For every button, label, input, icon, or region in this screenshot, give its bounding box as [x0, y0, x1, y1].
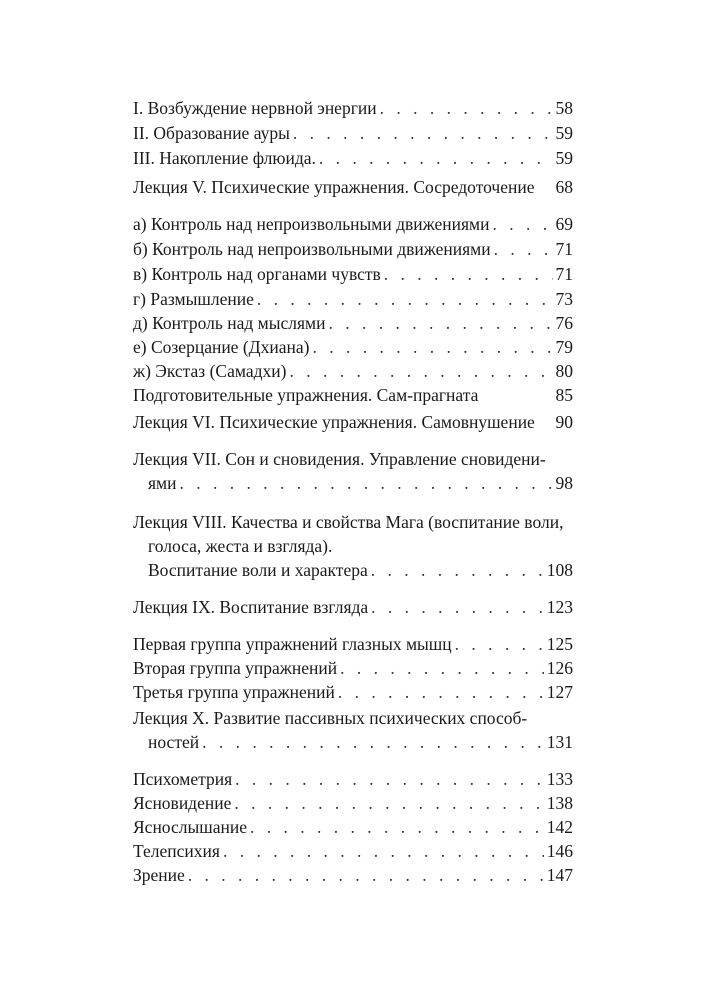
- leader-dots: [235, 768, 544, 790]
- toc-entry: [133, 288, 573, 310]
- toc-entry-title: Первая группа упражнений глазных мышц: [133, 634, 452, 654]
- leader-dots: [328, 312, 552, 334]
- leader-dots: [250, 816, 544, 838]
- toc-entry-page: 125: [546, 634, 573, 654]
- toc-entry: [133, 657, 573, 679]
- toc-entry: [133, 633, 573, 655]
- toc-entry-lecture: [133, 596, 573, 618]
- toc-entry-title: Лекция IX. Воспитание взгляда: [133, 597, 369, 617]
- toc-entry-title: I. Возбуждение нервной энергии: [133, 98, 377, 118]
- leader-dots: [188, 864, 544, 886]
- toc-entry-page: 59: [555, 123, 573, 143]
- toc-entry-title: Вторая группа упражнений: [133, 658, 338, 678]
- toc-entry: [133, 864, 573, 886]
- toc-entry: [133, 263, 573, 285]
- toc-entry-title: Лекция V. Психические упражнения. Сосредоточение: [133, 177, 535, 197]
- leader-dots: [202, 731, 544, 753]
- toc-entry-page: 59: [555, 148, 573, 168]
- toc-entry: [133, 360, 573, 382]
- leader-dots: [234, 792, 543, 814]
- toc-entry-title: е) Созерцание (Дхиана): [133, 337, 310, 357]
- toc-entry: [133, 336, 573, 358]
- toc-entry: [133, 792, 573, 814]
- toc-entry-title: Психометрия: [133, 769, 233, 789]
- toc-entry: [133, 147, 573, 169]
- toc-entry-page: 131: [546, 732, 573, 752]
- toc-entry: [133, 122, 573, 144]
- toc-entry-title: III. Накопление флюида.: [133, 148, 316, 168]
- toc-entry-title: Ясновидение: [133, 793, 232, 813]
- leader-dots: [371, 596, 544, 618]
- leader-dots: [257, 288, 553, 310]
- leader-dots: [312, 336, 552, 358]
- toc-entry-title: г) Размышление: [133, 289, 254, 309]
- toc-entry-page: 79: [555, 337, 573, 357]
- leader-dots: [180, 472, 553, 494]
- leader-dots: [340, 657, 544, 679]
- toc-entry-page: 146: [546, 841, 573, 861]
- toc-entry: [133, 681, 573, 703]
- toc-entry-page: 80: [555, 361, 573, 381]
- toc-entry-title: ж) Экстаз (Самадхи): [133, 361, 287, 381]
- toc-entry-page: 68: [555, 177, 573, 197]
- toc-entry-title: ями: [148, 473, 177, 493]
- toc-entry: [148, 559, 573, 581]
- toc-entry-page: 127: [546, 682, 573, 702]
- leader-dots: [384, 263, 553, 285]
- toc-entry: [133, 768, 573, 790]
- toc-entry: [133, 816, 573, 838]
- toc-entry-title: а) Контроль над непроизвольными движениями: [133, 214, 490, 234]
- leader-dots: [293, 122, 553, 144]
- toc-entry-continuation: [148, 731, 573, 753]
- toc-entry-page: 98: [555, 473, 573, 493]
- toc-entry-title: Яснослышание: [133, 817, 247, 837]
- toc-entry-title: д) Контроль над мыслями: [133, 313, 326, 333]
- toc-entry-page: 123: [546, 597, 573, 617]
- toc-entry-continuation: [148, 472, 573, 494]
- toc-entry-lecture: [133, 176, 573, 198]
- leader-dots: [380, 97, 553, 119]
- toc-entry-page: 73: [555, 289, 573, 309]
- toc-entry-page: 69: [555, 214, 573, 234]
- toc-entry-title: Лекция VI. Психические упражнения. Самовнушение: [133, 412, 535, 432]
- toc-entry-lecture: [133, 411, 573, 433]
- leader-dots: [493, 213, 553, 235]
- leader-dots: [319, 147, 553, 169]
- toc-entry: [133, 312, 573, 334]
- toc-entry-page: 133: [546, 769, 573, 789]
- toc-entry-lecture: Лекция VIII. Качества и свойства Мага (воспитание воли,: [133, 512, 564, 532]
- toc-entry-page: 108: [546, 560, 573, 580]
- toc-entry-title: II. Образование ауры: [133, 123, 290, 143]
- leader-dots: [371, 559, 544, 581]
- leader-dots: [289, 360, 552, 382]
- leader-dots: [494, 238, 553, 260]
- toc-entry-title: ностей: [148, 732, 200, 752]
- toc-entry-page: 142: [546, 817, 573, 837]
- toc-entry-page: 76: [555, 313, 573, 333]
- toc-entry: [133, 238, 573, 260]
- toc-entry: [133, 97, 573, 119]
- leader-dots: [338, 681, 544, 703]
- toc-entry: [133, 840, 573, 862]
- toc-entry-title: б) Контроль над непроизвольными движениями: [133, 239, 491, 259]
- toc-entry-page: 147: [546, 865, 573, 885]
- toc-entry-title: Третья группа упражнений: [133, 682, 335, 702]
- toc-entry-page: 126: [546, 658, 573, 678]
- leader-dots: [455, 633, 544, 655]
- toc-entry-page: 58: [555, 98, 573, 118]
- toc-entry-continuation: голоса, жеста и взгляда).: [148, 536, 333, 556]
- toc-entry: [133, 213, 573, 235]
- toc-entry-title: Подготовительные упражнения. Сам-прагната: [133, 385, 479, 405]
- toc-entry-title: в) Контроль над органами чувств: [133, 264, 381, 284]
- toc-entry-page: 71: [555, 264, 573, 284]
- toc-entry-page: 85: [555, 385, 573, 405]
- toc-entry-page: 71: [555, 239, 573, 259]
- toc-entry-lecture: Лекция X. Развитие пассивных психических способ-: [133, 708, 528, 728]
- toc-entry-title: Воспитание воли и характера: [148, 560, 368, 580]
- toc-entry-title: Зрение: [133, 865, 185, 885]
- toc-entry-lecture: Лекция VII. Сон и сновидения. Управление сновидени-: [133, 449, 546, 469]
- leader-dots: [223, 840, 544, 862]
- toc-entry-page: 90: [555, 412, 573, 432]
- toc-entry-title: Телепсихия: [133, 841, 220, 861]
- toc-entry-page: 138: [546, 793, 573, 813]
- toc-entry: [133, 384, 573, 406]
